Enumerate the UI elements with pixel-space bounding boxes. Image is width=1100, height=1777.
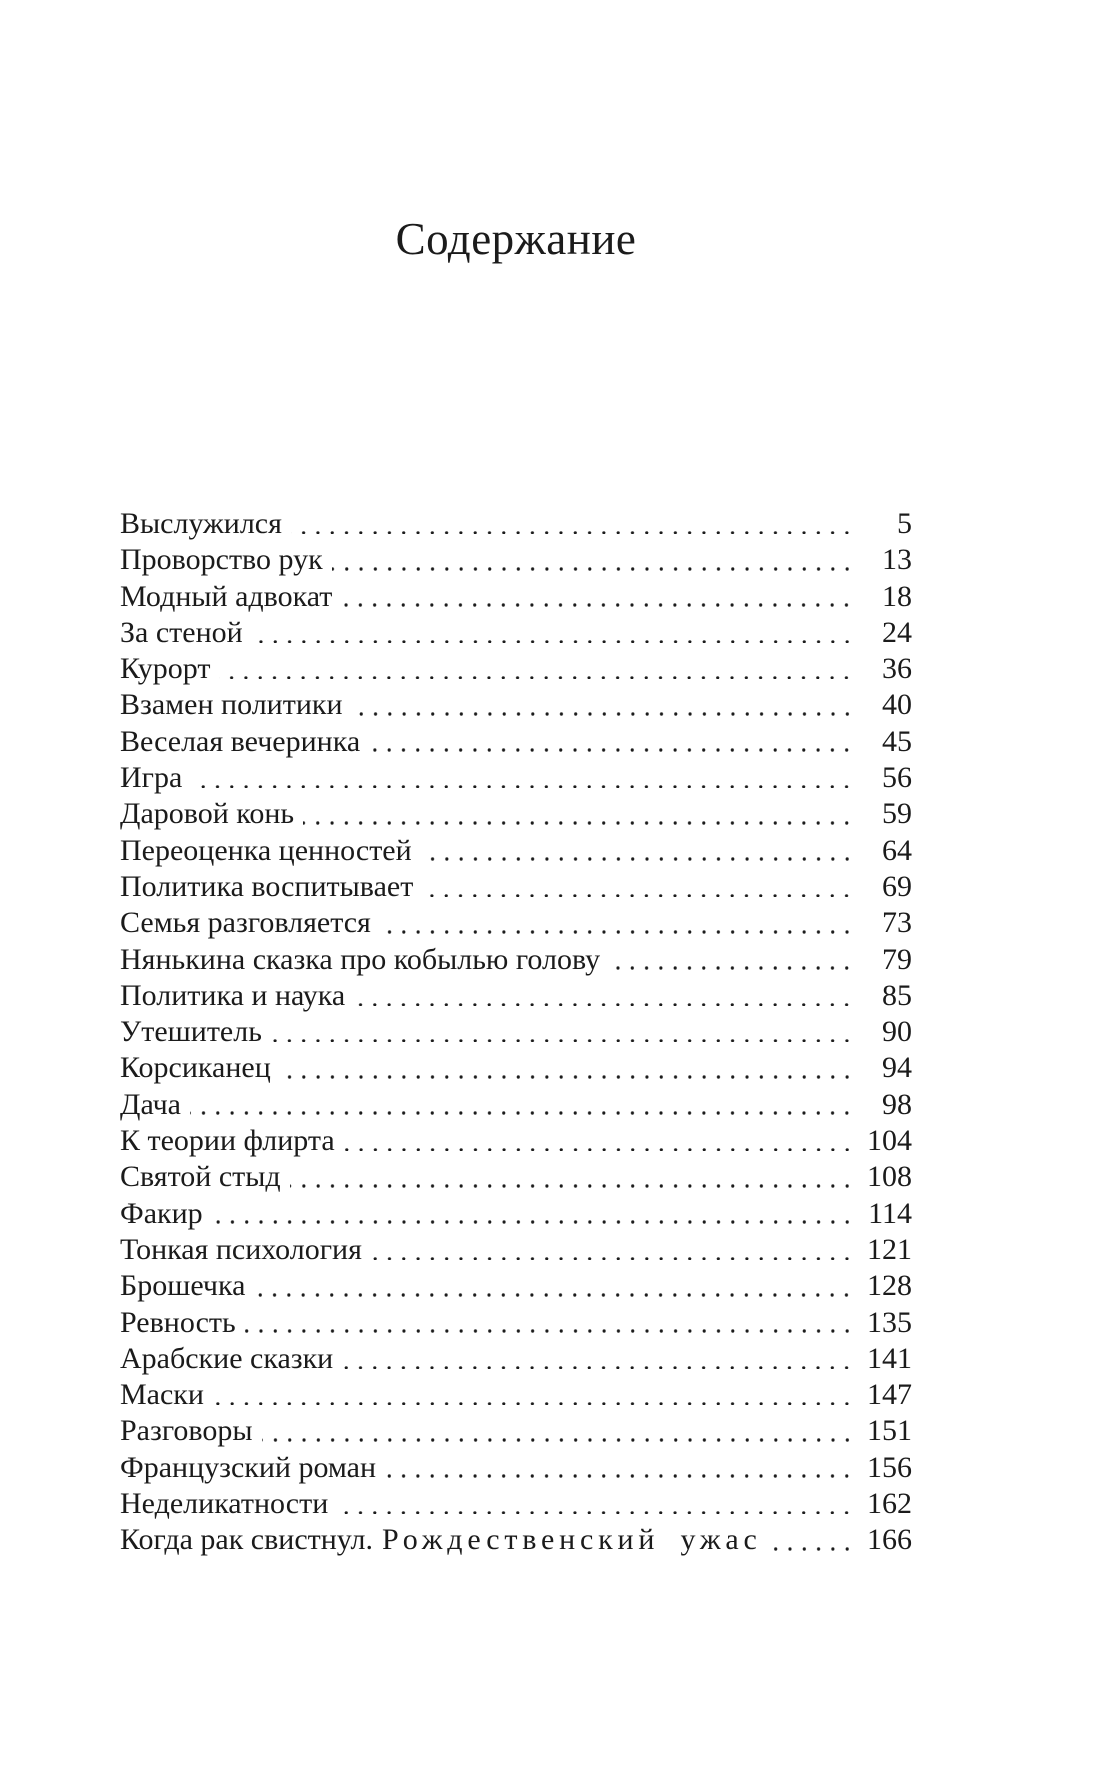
toc-entry-title: Модный адвокат: [120, 579, 333, 613]
dot-leader-icon: [280, 1075, 854, 1079]
toc-page-number: 36: [882, 652, 912, 686]
toc-entry-title: Святой стыд: [120, 1160, 281, 1194]
toc-entry-title: Корсиканец: [120, 1051, 271, 1085]
toc-entry-title: Ревность: [120, 1305, 236, 1339]
toc-page-number: 135: [867, 1305, 912, 1339]
dot-leader-icon: [262, 1438, 854, 1442]
toc-entry-title: Разговоры: [120, 1414, 253, 1448]
toc-row: [120, 542, 912, 578]
toc-page-number: 79: [882, 942, 912, 976]
toc-row: [120, 869, 912, 905]
toc-page-number: 64: [882, 833, 912, 867]
toc-page-number: 85: [882, 978, 912, 1012]
toc-row: [120, 1341, 912, 1377]
toc-row: [120, 687, 912, 723]
toc-row: [120, 1087, 912, 1123]
toc-page-number: 56: [882, 761, 912, 795]
toc-entry-title: Неделикатности: [120, 1487, 329, 1521]
toc-page-number: 141: [867, 1341, 912, 1375]
dot-leader-icon: [245, 1329, 854, 1333]
dot-leader-icon: [422, 894, 854, 898]
toc-row: [120, 1450, 912, 1486]
toc-entry-title: Когда рак свистнул.: [120, 1523, 373, 1557]
toc-entry-title: Утешитель: [120, 1015, 262, 1049]
toc-page-number: 59: [882, 797, 912, 831]
toc-entry-title: К теории флирта: [120, 1124, 335, 1158]
toc-row: [120, 1377, 912, 1413]
toc-page-number: 45: [882, 724, 912, 758]
dot-leader-icon: [369, 748, 854, 752]
dot-leader-icon: [352, 712, 854, 716]
toc-page-number: 128: [867, 1269, 912, 1303]
dot-leader-icon: [344, 1148, 854, 1152]
toc-page-number: 104: [867, 1124, 912, 1158]
toc-page-number: 90: [882, 1015, 912, 1049]
toc-entry-title: Политика воспитывает: [120, 869, 414, 903]
dot-leader-icon: [252, 640, 854, 644]
dot-leader-icon: [290, 1184, 854, 1188]
toc-row: [120, 1159, 912, 1195]
toc-entry-title: Переоценка ценностей: [120, 833, 412, 867]
toc-entry-title: Проворство рук: [120, 543, 323, 577]
dot-leader-icon: [303, 821, 854, 825]
toc-row: [120, 1196, 912, 1232]
dot-leader-icon: [771, 1547, 854, 1551]
toc-page-number: 40: [882, 688, 912, 722]
toc-row: [120, 579, 912, 615]
dot-leader-icon: [385, 1474, 854, 1478]
toc-page-number: 5: [897, 507, 912, 540]
toc-page-number: 108: [867, 1160, 912, 1194]
dot-leader-icon: [291, 531, 854, 535]
toc-row: [120, 1486, 912, 1522]
toc-entry-title: Веселая вечеринка: [120, 724, 361, 758]
toc-row: [120, 1522, 912, 1558]
toc-entry-title: Дача: [120, 1087, 181, 1121]
toc-entry-title: Игра: [120, 761, 183, 795]
toc-entry-title: Маски: [120, 1378, 204, 1412]
dot-leader-icon: [190, 1111, 854, 1115]
toc-row: [120, 942, 912, 978]
toc-page-number: 114: [868, 1196, 912, 1230]
toc-row: [120, 506, 912, 542]
toc-row: [120, 724, 912, 760]
toc-page-number: 24: [882, 615, 912, 649]
toc-row: [120, 1123, 912, 1159]
dot-leader-icon: [609, 966, 854, 970]
toc-row: [120, 978, 912, 1014]
toc-entry-title: Французский роман: [120, 1450, 377, 1484]
toc-row: [120, 833, 912, 869]
toc-page-number: 13: [882, 543, 912, 577]
toc-row: [120, 796, 912, 832]
toc-page-number: 18: [882, 579, 912, 613]
toc-entry-title: Семья разговляется: [120, 906, 371, 940]
dot-leader-icon: [271, 1039, 854, 1043]
dot-leader-icon: [337, 1511, 854, 1515]
toc-row: [120, 1232, 912, 1268]
toc-page-number: 98: [882, 1087, 912, 1121]
dot-leader-icon: [213, 1402, 854, 1406]
page-title: Содержание: [395, 214, 637, 264]
toc-entry-title: Даровой конь: [120, 797, 295, 831]
toc-row: [120, 1413, 912, 1449]
dot-leader-icon: [380, 930, 854, 934]
toc-row: [120, 1050, 912, 1086]
toc-row: [120, 1268, 912, 1304]
toc-entry-title: Курорт: [120, 652, 211, 686]
toc-page-number: 73: [882, 906, 912, 940]
toc-page-number: 166: [867, 1523, 912, 1557]
dot-leader-icon: [341, 603, 854, 607]
toc-page-number: 147: [867, 1378, 912, 1412]
toc-row: [120, 760, 912, 796]
toc-entry-title: За стеной: [120, 615, 243, 649]
toc-entry-title: Тонкая психология: [120, 1232, 362, 1266]
toc-row: [120, 651, 912, 687]
dot-leader-icon: [354, 1003, 854, 1007]
toc-row: [120, 1305, 912, 1341]
toc-page-number: 151: [867, 1414, 912, 1448]
toc-entry-title: Нянькина сказка про кобылью голову: [120, 942, 601, 976]
toc-list: [120, 506, 912, 1559]
toc-page-number: 156: [867, 1450, 912, 1484]
toc-row: [120, 1014, 912, 1050]
toc-page-number: 69: [882, 869, 912, 903]
toc-page-number: 162: [867, 1487, 912, 1521]
dot-leader-icon: [212, 1220, 854, 1224]
dot-leader-icon: [421, 857, 854, 861]
dot-leader-icon: [371, 1257, 854, 1261]
dot-leader-icon: [191, 785, 854, 789]
toc-row: [120, 905, 912, 941]
dot-leader-icon: [332, 567, 854, 571]
toc-entry-title: Факир: [120, 1196, 203, 1230]
toc-page-number: 94: [882, 1051, 912, 1085]
dot-leader-icon: [342, 1366, 854, 1370]
toc-entry-title: Взамен политики: [120, 688, 343, 722]
toc-content: [120, 0, 912, 1559]
dot-leader-icon: [254, 1293, 854, 1297]
toc-row: [120, 615, 912, 651]
dot-leader-icon: [219, 676, 854, 680]
toc-entry-title: Политика и наука: [120, 978, 346, 1012]
toc-entry-title: Выслужился: [120, 507, 282, 540]
toc-page-number: 121: [867, 1232, 912, 1266]
toc-entry-title: Брошечка: [120, 1269, 246, 1303]
toc-entry-subtitle: Рождественский ужас: [381, 1523, 762, 1557]
toc-entry-title: Арабские сказки: [120, 1341, 334, 1375]
